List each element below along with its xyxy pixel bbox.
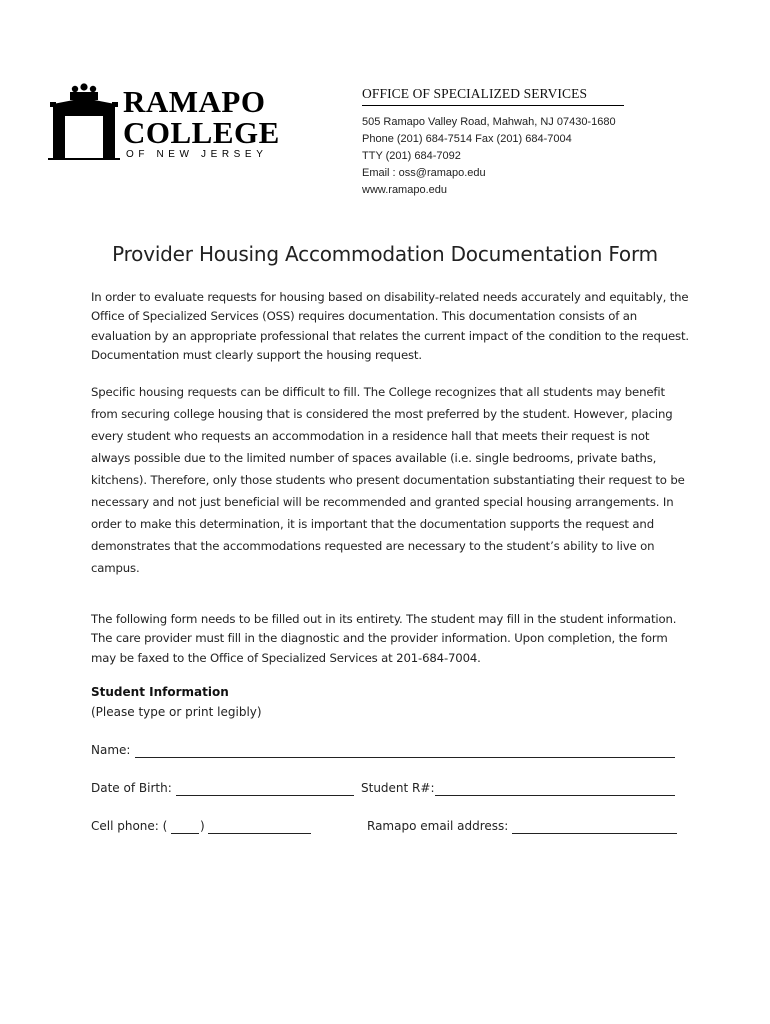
dob-field[interactable] [176, 795, 354, 796]
student-info-note: (Please type or print legibly) [91, 705, 262, 719]
instructions-paragraph: The following form needs to be filled out in its entirety. The student may fill in the student information. The care provider must fill in the diagnostic and the provider information. Upon completion, the form may be faxed to the Office of Specialized Services at 201-684-7004. [91, 612, 677, 665]
student-rnum-label: Student R#: [361, 781, 435, 795]
intro-paragraph: In order to evaluate requests for housing based on disability-related needs accurately and equitably, the Office of Specialized Services (OSS) requires documentation. This documentation consists of an evaluation by an appropriate professional that relates the current impact of the condition to the request. Documentation must clearly support the housing request. [91, 290, 689, 362]
office-website[interactable]: www.ramapo.edu [362, 184, 447, 196]
gate-arch-icon [48, 82, 128, 162]
logo-wordmark-college: COLLEGE [123, 115, 280, 150]
cell-phone-label: Cell phone: ( [91, 819, 168, 833]
cell-area-code-field[interactable] [171, 833, 199, 834]
office-header [362, 86, 624, 199]
email-field[interactable] [512, 833, 677, 834]
office-address: 505 Ramapo Valley Road, Mahwah, NJ 07430-1680 [362, 116, 616, 128]
cell-paren-close: ) [200, 819, 205, 833]
email-label: Ramapo email address: [367, 819, 509, 833]
logo-wordmark-ramapo: RAMAPO [123, 84, 266, 119]
office-title: OFFICE OF SPECIALIZED SERVICES [362, 86, 624, 106]
office-email[interactable]: Email : oss@ramapo.edu [362, 167, 486, 179]
office-tty: TTY (201) 684-7092 [362, 150, 461, 162]
name-field[interactable] [135, 757, 675, 758]
office-phone: Phone (201) 684-7514 Fax (201) 684-7004 [362, 133, 572, 145]
student-info-heading: Student Information [91, 685, 229, 699]
college-logo [48, 82, 280, 162]
student-rnum-field[interactable] [435, 795, 675, 796]
housing-requests-paragraph: Specific housing requests can be difficult to fill. The College recognizes that all students may benefit from securing college housing that is considered the most preferred by the student. However, placing every student who requests an accommodation in a residence hall that meets their request is not always possible due to the limited number of spaces available (i.e. single bedrooms, private baths, kitchens). Therefore, only those students who present documentation substantiating their request to be necessary and not just beneficial will be recommended and granted special housing arrangements. In order to make this determination, it is important that the documentation supports the request and demonstrates that the accommodations requested are necessary to the student’s ability to live on campus. [91, 385, 685, 575]
logo-subtitle: OF NEW JERSEY [126, 149, 268, 160]
name-label: Name: [91, 743, 131, 757]
cell-phone-field[interactable] [208, 833, 311, 834]
form-title: Provider Housing Accommodation Documentation Form [112, 242, 658, 266]
dob-label: Date of Birth: [91, 781, 172, 795]
